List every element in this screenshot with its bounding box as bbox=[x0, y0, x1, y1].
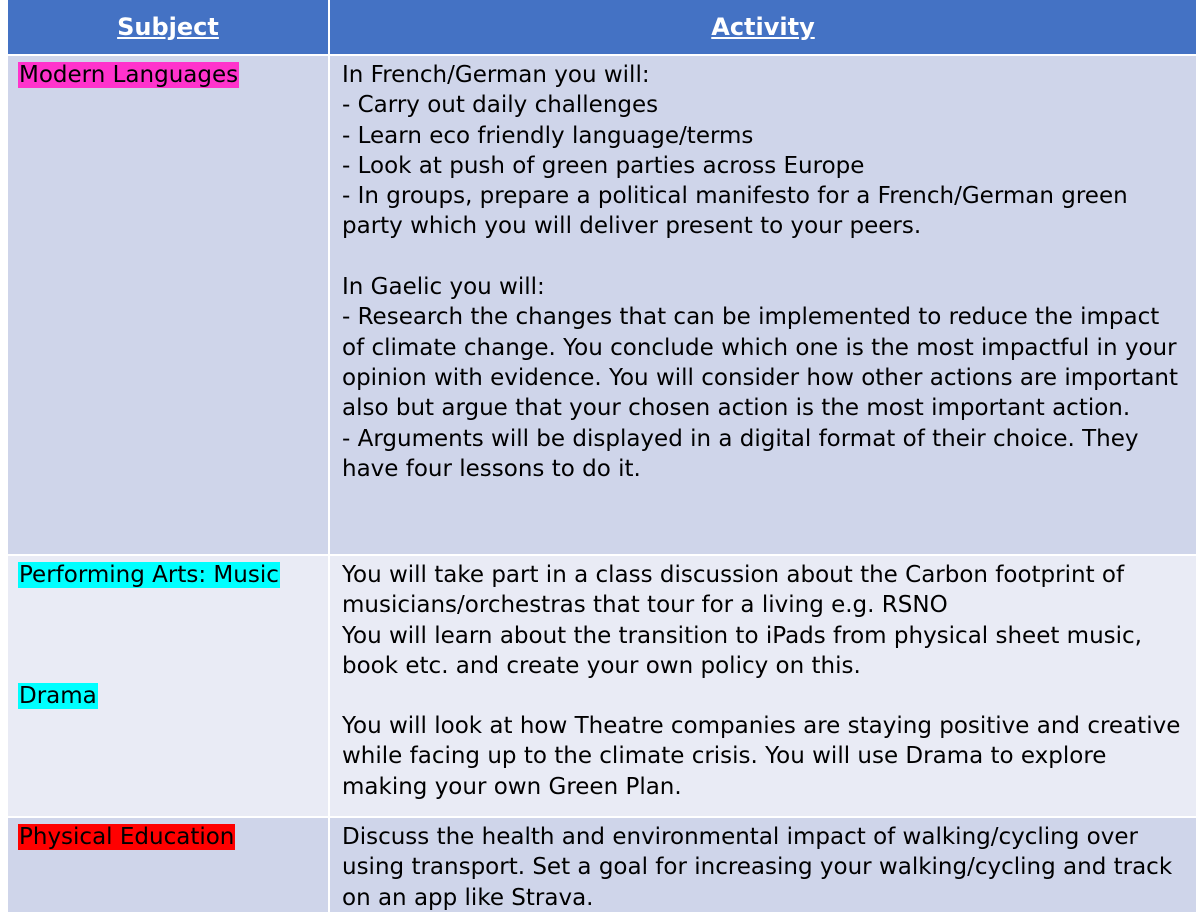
subject-drama: Drama bbox=[19, 683, 97, 710]
subject-cell-modern-languages bbox=[8, 56, 328, 554]
activity-table bbox=[8, 0, 1196, 912]
subject-modern-languages: Modern Languages bbox=[19, 62, 239, 88]
subject-cell-physical-education bbox=[8, 818, 328, 912]
french-item: - Look at push of green parties across Europe bbox=[342, 152, 865, 179]
header-activity bbox=[330, 0, 1196, 54]
french-item: - In groups, prepare a political manifesto for a French/German green party which you will deliver present to your peers. bbox=[342, 183, 1128, 240]
drama-activity: You will look at how Theatre companies are staying positive and creative while facing up to the climate crisis. You will use Drama to explore making your own Green Plan. bbox=[342, 713, 1181, 800]
music-activity-1: You will take part in a class discussion about the Carbon footprint of musicians/orchestras that tour for a living e.g. RSNO bbox=[342, 562, 1125, 619]
subject-performing-arts-music: Performing Arts: Music bbox=[19, 562, 279, 588]
subject-cell-performing-arts bbox=[8, 556, 328, 816]
gaelic-item: - Arguments will be displayed in a digital format of their choice. They have four lessons to do it. bbox=[342, 425, 1139, 482]
pe-activity: Discuss the health and environmental impact of walking/cycling over using transport. Set a goal for increasing your walking/cycling and track on an app like Strava. bbox=[342, 824, 1173, 911]
paragraph-gap bbox=[342, 242, 1184, 272]
subject-gap bbox=[18, 590, 316, 681]
music-activity-2: You will learn about the transition to iPads from physical sheet music, book etc. and create your own policy on this. bbox=[342, 622, 1142, 679]
header-activity-label: Activity bbox=[711, 13, 815, 41]
gaelic-intro: In Gaelic you will: bbox=[342, 274, 545, 301]
paragraph-gap bbox=[342, 681, 1184, 711]
french-intro: In French/German you will: bbox=[342, 62, 650, 88]
activity-cell-performing-arts bbox=[330, 556, 1196, 816]
french-item: - Carry out daily challenges bbox=[342, 92, 659, 119]
header-subject-label: Subject bbox=[117, 13, 219, 41]
activity-cell-modern-languages bbox=[330, 56, 1196, 554]
gaelic-item: - Research the changes that can be implemented to reduce the impact of climate change. You conclude which one is the most impactful in your opinion with evidence. You will consider how other actions are important also but argue that your chosen action is the most important action. bbox=[342, 304, 1179, 422]
french-item: - Learn eco friendly language/terms bbox=[342, 122, 754, 149]
header-subject bbox=[8, 0, 328, 54]
subject-physical-education: Physical Education bbox=[19, 824, 235, 850]
activity-cell-physical-education bbox=[330, 818, 1196, 912]
